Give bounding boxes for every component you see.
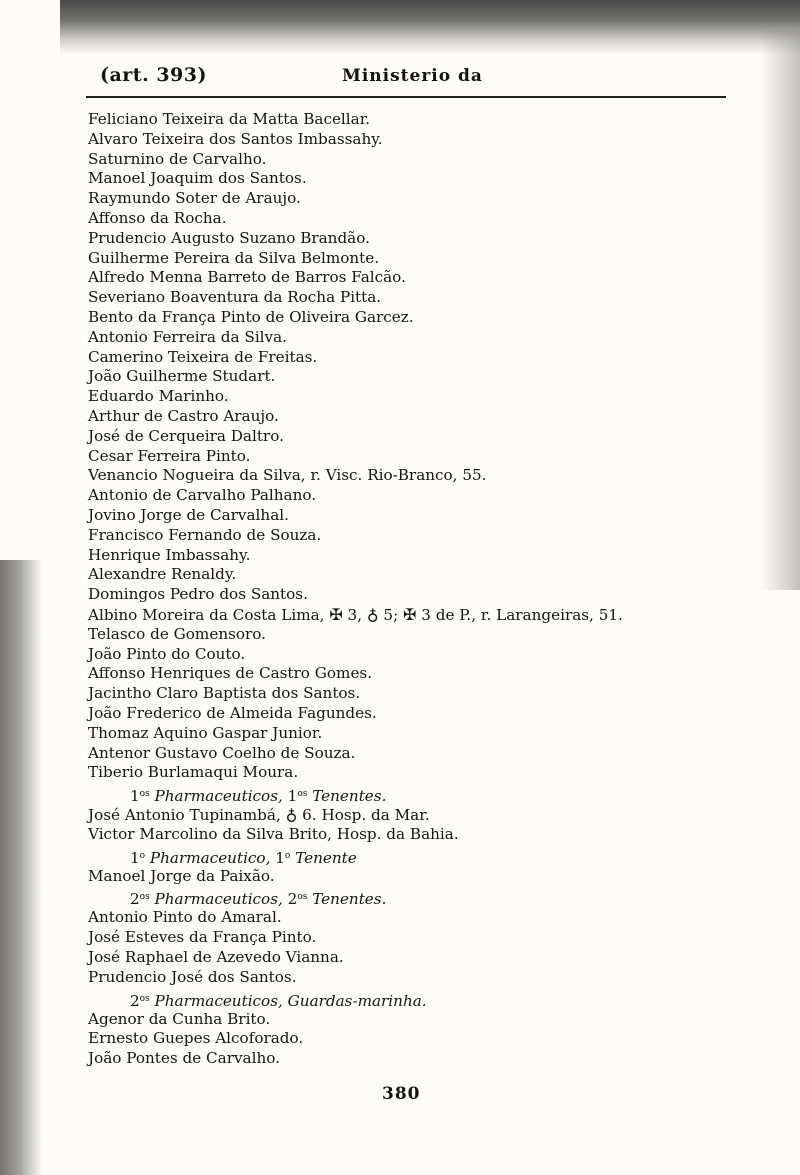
- heading-ordinal: os: [139, 993, 150, 1004]
- page-header: [100, 64, 730, 94]
- list-item: Jovino Jorge de Carvalhal.: [88, 505, 289, 524]
- heading-rank: Pharmaceutico,: [149, 848, 271, 867]
- list-item: Henrique Imbassahy.: [88, 545, 251, 564]
- list-item: Francisco Fernando de Souza.: [88, 525, 322, 544]
- list-item: Antenor Gustavo Coelho de Souza.: [88, 743, 356, 762]
- heading-rank: Pharmaceuticos,: [154, 890, 283, 909]
- medal-icon: ♁: [366, 604, 379, 624]
- list-item: Feliciano Teixeira da Matta Bacellar.: [88, 110, 371, 128]
- list-item: Guilherme Pereira da Silva Belmonte.: [88, 248, 380, 267]
- list-item: José Esteves da França Pinto.: [88, 928, 317, 947]
- section-heading-1os-pharmaceuticos: [88, 783, 778, 805]
- list-item: Cesar Ferreira Pinto.: [88, 446, 251, 465]
- list-item: José Raphael de Azevedo Vianna.: [88, 948, 344, 967]
- list-item: Antonio Ferreira da Silva.: [88, 327, 287, 346]
- heading-number: 2: [130, 991, 140, 1010]
- heading-number: 2: [130, 890, 140, 909]
- list-item: José de Cerqueira Daltro.: [88, 426, 284, 445]
- article-reference: (art. 393): [100, 64, 207, 86]
- list-item: Arthur de Castro Araujo.: [88, 406, 279, 425]
- list-item-jose-tupinamba: [88, 805, 778, 825]
- list-item: Jacintho Claro Baptista dos Santos.: [88, 684, 361, 703]
- list-item: Agenor da Cunha Brito.: [88, 1009, 271, 1028]
- header-rule: [86, 96, 726, 98]
- list-item: Venancio Nogueira da Silva, r. Visc. Rio-Branco, 55.: [88, 466, 487, 485]
- heading-ordinal: o: [284, 850, 291, 861]
- list-item: Affonso Henriques de Castro Gomes.: [88, 664, 373, 683]
- jose-rest: 6. Hosp. da Mar.: [302, 806, 430, 825]
- heading-ordinal: os: [297, 892, 308, 903]
- list-item: Alexandre Renaldy.: [88, 565, 237, 584]
- heading-ordinal: os: [139, 789, 150, 800]
- order-cross-icon: ✠: [329, 604, 343, 624]
- scan-top-shadow: [60, 0, 800, 55]
- heading-rank: Tenentes.: [312, 787, 387, 806]
- list-item: Alvaro Teixeira dos Santos Imbassahy.: [88, 129, 383, 148]
- list-item: Bento da França Pinto de Oliveira Garcez.: [88, 307, 414, 326]
- heading-number: 2: [287, 890, 298, 909]
- scan-left-shadow: [0, 560, 42, 1175]
- list-item: Domingos Pedro dos Santos.: [88, 585, 308, 604]
- list-item: João Frederico de Almeida Fagundes.: [88, 703, 377, 722]
- list-item: João Pinto do Couto.: [88, 644, 246, 663]
- order-cross-icon: ✠: [403, 604, 417, 624]
- heading-rank: Pharmaceuticos,: [154, 787, 283, 806]
- heading-ordinal: os: [139, 892, 150, 903]
- albino-n2: 5;: [383, 605, 399, 624]
- list-item: Prudencio Augusto Suzano Brandão.: [88, 228, 370, 247]
- list-item: Telasco de Gomensoro.: [88, 624, 267, 643]
- heading-rank: Tenentes.: [312, 890, 387, 909]
- heading-number: 1: [130, 787, 140, 806]
- heading-ordinal: os: [297, 789, 308, 800]
- list-item: Camerino Teixeira de Freitas.: [88, 347, 318, 366]
- list-item: Victor Marcolino da Silva Brito, Hosp. da Bahia.: [88, 824, 459, 843]
- list-item: João Guilherme Studart.: [88, 367, 276, 386]
- list-item: Severiano Boaventura da Rocha Pitta.: [88, 288, 382, 307]
- list-item: Ernesto Guepes Alcoforado.: [88, 1029, 304, 1048]
- running-title: Ministerio da: [342, 66, 483, 86]
- officer-list: [88, 110, 778, 1069]
- heading-number: 1: [287, 787, 298, 806]
- list-item: Saturnino de Carvalho.: [88, 149, 267, 168]
- section-heading-2os-pharmaceuticos-guardas: [88, 988, 778, 1010]
- heading-ordinal: o: [139, 850, 146, 861]
- albino-name: Albino Moreira da Costa Lima,: [88, 605, 325, 624]
- heading-number: 1: [275, 848, 285, 867]
- albino-rest: 3 de P., r. Larangeiras, 51.: [421, 605, 623, 624]
- list-item: Alfredo Menna Barreto de Barros Falcão.: [88, 268, 406, 287]
- list-item: Manoel Jorge da Paixão.: [88, 866, 275, 885]
- list-item: Antonio de Carvalho Palhano.: [88, 486, 317, 505]
- page-number: 380: [382, 1084, 421, 1104]
- list-item: Thomaz Aquino Gaspar Junior.: [88, 723, 323, 742]
- list-item: Manoel Joaquim dos Santos.: [88, 169, 307, 188]
- list-item-albino: [88, 605, 778, 625]
- list-item: Antonio Pinto do Amaral.: [88, 908, 282, 927]
- section-heading-2os-pharmaceuticos-tenentes: [88, 886, 778, 908]
- list-item: Raymundo Soter de Araujo.: [88, 189, 301, 208]
- list-item: João Pontes de Carvalho.: [88, 1049, 280, 1068]
- jose-name: José Antonio Tupinambá,: [88, 806, 281, 825]
- list-item: Prudencio José dos Santos.: [88, 967, 297, 986]
- heading-rank: Guardas-marinha.: [287, 991, 427, 1010]
- heading-rank: Tenente: [295, 848, 357, 867]
- list-item: Affonso da Rocha.: [88, 208, 227, 227]
- section-heading-1o-pharmaceutico: [88, 845, 778, 867]
- medal-icon: ♁: [285, 805, 298, 825]
- albino-n1: 3,: [347, 605, 363, 624]
- heading-number: 1: [130, 848, 140, 867]
- list-item: Eduardo Marinho.: [88, 387, 229, 406]
- list-item: Tiberio Burlamaqui Moura.: [88, 763, 299, 782]
- heading-rank: Pharmaceuticos,: [154, 991, 283, 1010]
